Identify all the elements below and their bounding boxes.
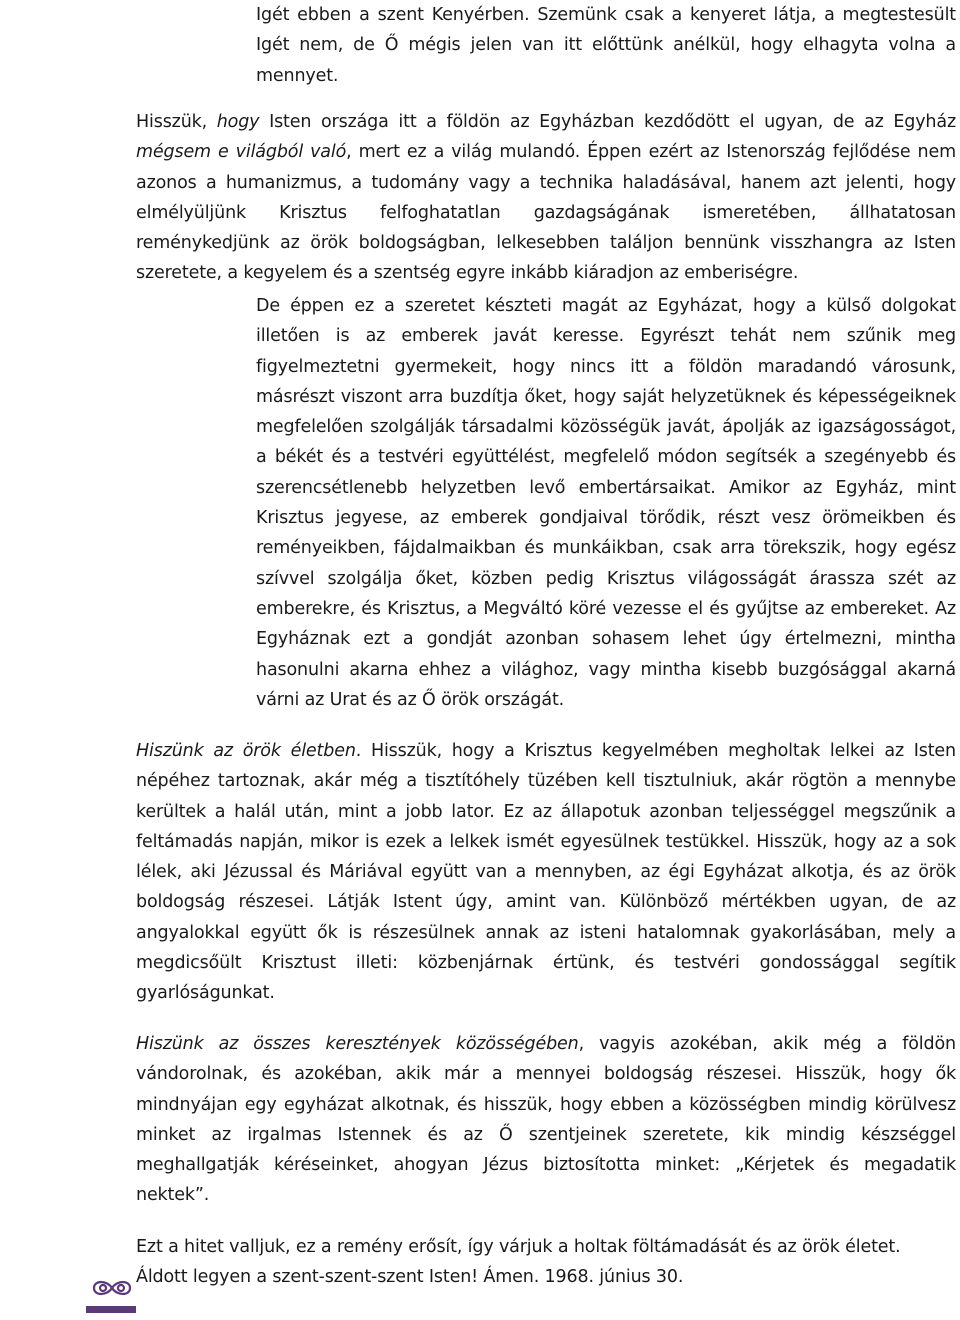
paragraph-5-rest: , vagyis azokéban, akik még a földön vándorolnak, és azokéban, akik már a mennyei boldogság részesei. Hisszük, hogy ők mindnyájan egy egyházat alkotnak, és hisszük, hogy ebben a közösségben mindig körülvesz minket az irgalmas Istennek és az Ő szentjeinek szeretete, kik mindig készséggel meghallgatják kéréseinket, ahogyan Jézus biztosította minket: „Kérjetek és megadatik nektek”.: [136, 1034, 956, 1206]
closing-line-1: Ezt a hitet valljuk, ez a remény erősít, így várjuk a holtak föltámadását és az örök életet.: [136, 1237, 901, 1257]
paragraph-2-mid-italic: mégsem e világból való: [136, 142, 347, 163]
closing-line-2: Áldott legyen a szent-szent-szent Isten! Ámen. 1968. június 30.: [136, 1267, 684, 1288]
closing-paragraph: [136, 1232, 956, 1293]
paragraph-5: [136, 1029, 956, 1211]
paragraph-3-text: De éppen ez a szeretet készteti magát az Egyházat, hogy a külső dolgokat illetően is az emberek javát keresse. Egyrészt tehát nem szűnik meg figyelmeztetni gyermekeit, hogy nincs itt a földön maradandó városunk, másrészt viszont arra buzdítja őket, hogy saját helyzetüknek és képességeiknek megfelelően szolgálják társadalmi közösségük javát, ápolják az igazságosságot, a békét és a testvéri együttélést, megfelelő módon segítsék a szegényebb és szerencsétlenebb helyzetben levő embertársaikat. Amikor az Egyház, mint Krisztus jegyese, az emberek gondjaival törődik, részt vesz örömeikben és reményeikben, fájdalmaikban és munkáikban, csak arra törekszik, hogy egész szívvel szolgálja őket, közben pedig Krisztus világosságát árassza szét az emberekre, és Krisztus, a Megváltó köré vezesse el és gyűjtse az embereket. Az Egyháznak ezt a gondját azonban sohasem lehet úgy értelmezni, mintha hasonulni akarna ehhez a világhoz, vagy mintha kisebb buzgósággal akarná várni az Urat és az Ő örök országát.: [256, 296, 956, 710]
paragraph-1: [256, 0, 956, 91]
paragraph-2-rest: , mert ez a világ mulandó. Éppen ezért az Istenország fejlődése nem azonos a humanizmus, a tudomány vagy a technika haladásával, hanem azt jelenti, hogy elmélyüljünk Krisztus felfoghatatlan gazdagságának ismeretében, állhatatosan reménykedjünk az örök boldogságban, lelkesebben találjon bennünk visszhangra az Isten szeretete, a kegyelem és a szentség egyre inkább kiáradjon az emberiségre.: [136, 142, 956, 284]
paragraph-5-heading-italic: Hiszünk az összes keresztények közösségében: [136, 1034, 579, 1054]
paragraph-2: [136, 107, 956, 289]
paragraph-4-rest: . Hisszük, hogy a Krisztus kegyelmében megholtak lelkei az Isten népéhez tartoznak, akár még a tisztítóhely tüzében kell tisztulniuk, akár rögtön a mennybe kerültek a halál után, mint a jobb lator. Ez az állapotuk azonban teljességgel megszűnik a feltámadás napján, mikor is ezek a lelkek ismét egyesülnek testükkel. Hisszük, hogy az a sok lélek, aki Jézussal és Máriával együtt van a mennyben, az égi Egyházat alkotja, és az örök boldogság részesei. Látják Istent úgy, amint van. Különböző mértékben ugyan, de az angyalokkal együtt ők is részesülnek annak az isteni hatalomnak gyakorlásában, mely a megdicsőült Krisztust illeti: közbenjárnak értünk, és testvéri gondossággal segítik gyarlóságunkat.: [136, 741, 956, 1004]
paragraph-2-mid: Isten országa itt a földön az Egyházban kezdődött el ugyan, de az Egyház: [259, 112, 956, 132]
paragraph-1-text: Igét ebben a szent Kenyérben. Szemünk csak a kenyeret látja, a megtestesült Igét nem, de Ő mégis jelen van itt előttünk anélkül, hogy elhagyta volna a mennyet.: [256, 5, 956, 86]
paragraph-4-heading-italic: Hiszünk az örök életben: [136, 741, 356, 761]
paragraph-2-lead: Hisszük,: [136, 112, 217, 132]
paragraph-4: [136, 736, 956, 1009]
paragraph-3: [256, 291, 956, 715]
paragraph-2-lead-italic: hogy: [216, 112, 260, 132]
footer-bar: [86, 1306, 136, 1313]
